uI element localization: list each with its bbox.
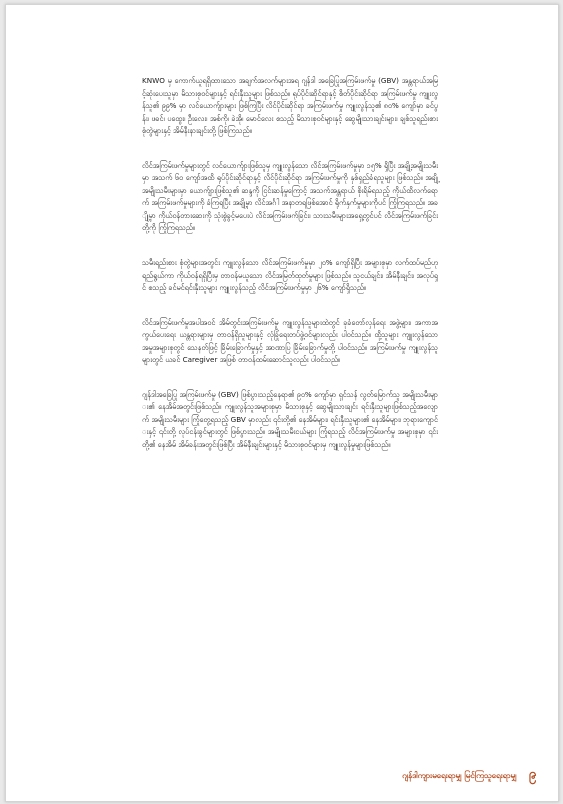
paragraph-dating-violence: သမီးရည်းစား စုံတွဲများအတွင်း ကျူးလွန်သော လိင်အကြမ်းဖက်မှုမှာ ၂၀% ကျော်ရှိပြီး အများစုမှာ လက်ထပ်မည်ဟု ရည်ရွယ်ကာ ကိုယ်ဝန်ရရှိပြီးမှ တာဝန်မယူသော လိင်အမြတ်ထုတ်မှုများ ဖြစ်သည်။ သူငယ်ချင်း၊ အိမ်နီးချင်း၊ အလုပ်ရှင် စသည့် ခင်မင်ရင်းနှီးသူများ ကျူးလွန်သည့် လိင်အကြမ်းဖက်မှုမှာ ၂၆% ကျော်ရှိသည်။	[142, 258, 438, 293]
paragraph-armed-actors: လိင်အကြမ်းဖက်မှုအပါအဝင် အိမ်တွင်းအကြမ်းဖက်မှု ကျူးလွန်သူများထဲတွင် ခုခံတော်လှန်ရေး အဖွဲ့များ၊ အကာအကွယ်ပေးရေး ယန္တရားများမှ တာဝန်ရှိသူများနှင့် လုံခြုံရေးတပ်ဖွဲ့ဝင်များလည်း ပါဝင်သည်။ ထို့သူများ ကျူးလွန်သော အမှုအများစုတွင် သေနတ်ဖြင့် ခြိမ်းခြောက်မှုနှင့် အာဏာပြ ခြိမ်းခြောက်မှုတို့ ပါဝင်သည်။ အကြမ်းဖက်မှု ကျူးလွန်သူများတွင် ယခင် Caregiver အဖြစ် တာဝန်ထမ်းဆောင်သူလည်း ပါဝင်သည်။	[142, 317, 438, 365]
footer-title: ဂျန်ဒါကျားမရေးရာမျှ မြင်ကြသူရေးရာမျှ	[402, 770, 517, 780]
document-page	[5, 4, 559, 802]
page-footer	[402, 766, 536, 785]
paragraph-locations: ဂျန်ဒါအခြေပြု အကြမ်းဖက်မှု (GBV) ဖြစ်ပွားသည့်နေရာ၏ ၉၀% ကျော်မှာ ရှင်သန် လွတ်မြောက်သူ အမျိုးသမီးများ၏ နေအိမ်အတွင်းဖြစ်သည်။ ကျူးလွန်သူအများစုမှာ မိသားစုနှင့် ဆွေမျိုးသားချင်း ရင်းနှီးသူများဖြစ်သည့်အလျောက် အမျိုးသမီးများ ကြုံတွေ့ရသည့် GBV မှာလည်း ၎င်းတို့၏ နေအိမ်များ၊ ရင်းနှီးသူများ၏ နေအိမ်များ၊ ဘုရားကျောင်းနှင့် ၎င်းတို့ လုပ်ငန်းခွင်များတွင် ဖြစ်ပွားသည်။ အမျိုးသမီးငယ်များ ကြုံရသည့် လိင်အကြမ်းဖက်မှု အများစုမှာ ၎င်းတို့၏ နေအိမ် အိမ်ခန်းအတွင်းဖြစ်ပြီး အိမ်နီးချင်းများနှင့် မိသားစုဝင်များမှ ကျူးလွန်မှုများဖြစ်သည်။	[142, 389, 438, 450]
paragraph-perpetrators-overview: KNWO မှ ကောက်ယူရရှိထားသော အချက်အလက်များအရ ဂျန်ဒါ အခြေပြုအကြမ်းဖက်မှု (GBV) အန္တရာယ်အမြင့်ဆုံးပေးသူမှာ မိသားစုဝင်များနှင့် ရင်းနှီးသူများ ဖြစ်သည်။ ရုပ်ပိုင်းဆိုင်ရာနှင့် စိတ်ပိုင်းဆိုင်ရာ အကြမ်းဖက်မှု ကျူးလွန်သူ၏ ၉၉% မှာ လင်ယောက်ျားများ ဖြစ်ကြပြီး လိင်ပိုင်းဆိုင်ရာ အကြမ်းဖက်မှု ကျူးလွန်သူ၏ ၈၀% ကျော်မှာ ခင်ပွန်း၊ ဖခင်၊ ပထွေး၊ ဦးလေး၊ အစ်ကို၊ ခဲအို၊ မောင်လေး စသည့် မိသားစုဝင်များနှင့် ဆွေမျိုးသားချင်းများ၊ ချစ်သူရည်းစား စုံတွဲများနှင့် အိမ်နီးနားချင်းတို့ ဖြစ်ကြသည်။	[142, 76, 438, 136]
paragraph-sexual-violence-by-husbands: လိင်အကြမ်းဖက်မှုများတွင် လင်ယောက်ျားဖြစ်သူမှ ကျူးလွန်သော လိင်အကြမ်းဖက်မှုမှာ ၁၅% ရှိပြီး အချို့အမျိုးသမီးမှာ အသက် ၆၀ ကျော်အထိ ရုပ်ပိုင်းဆိုင်ရာနှင့် လိင်ပိုင်းဆိုင်ရာ အကြမ်းဖက်မှုကို နှစ်ရှည်ခံရသူများ ဖြစ်သည်။ အချို့ အမျိုးသမီးများမှာ ယောက်ျားဖြစ်သူ၏ ဆန္ဒကို ငြင်းဆန်မှုကြောင့် အသက်အန္တရာယ် စိုးရိမ်ရသည့် ကိုယ်ထိလက်ရောက် အကြမ်းဖက်မှုများကို ခံကြရပြီး အချို့မှာ လိင်အင်္ဂါ အနာတရဖြစ်အောင် ရိုက်နှက်မှုများကိုပင် ကြုံကြရသည်။ အချို့မှာ ကိုယ်ဝန်တားဆေးကို သုံးစွဲခွင့်မပေးပဲ လိင်အကြမ်းဖက်ခြင်း၊ သားသမီးများအရှေ့တွင်ပင် လိင်အကြမ်းဖက်ခြင်းတို့ကို ကြုံကြရသည်။	[142, 160, 438, 233]
page-number: ၉	[528, 767, 536, 782]
page-body	[142, 75, 438, 474]
